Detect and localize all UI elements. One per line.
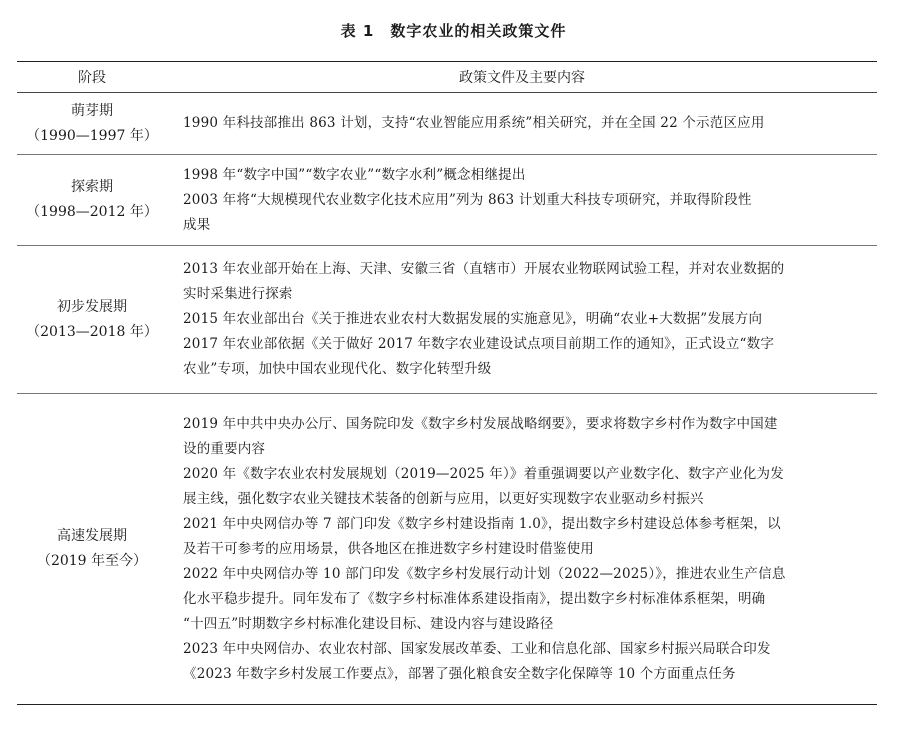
stage-period: （1998—2012 年） bbox=[26, 204, 158, 220]
stage-cell bbox=[17, 246, 167, 393]
content-line: 设的重要内容 bbox=[183, 440, 266, 457]
content-line: 2019 年中共中央办公厅、国务院印发《数字乡村发展战略纲要》，要求将数字乡村作为数字中国建 bbox=[183, 415, 778, 432]
content-cell bbox=[167, 394, 877, 704]
table-row bbox=[17, 93, 877, 154]
table-row bbox=[17, 155, 877, 245]
stage-cell bbox=[17, 394, 167, 704]
table-header bbox=[17, 62, 877, 92]
stage-name: 探索期 bbox=[71, 179, 113, 195]
content-line: 实时采集进行探索 bbox=[183, 286, 293, 302]
content-cell bbox=[167, 93, 877, 154]
stage-cell bbox=[17, 93, 167, 154]
content-line: 2022 年中央网信办等 10 部门印发《数字乡村发展行动计划（2022—2025）》，推进农业生产信息 bbox=[183, 565, 786, 582]
stage-period: （2013—2018 年） bbox=[26, 323, 158, 340]
table-title: 表 1 数字农业的相关政策文件 bbox=[340, 22, 567, 40]
content-line: 《2023 年数字乡村发展工作要点》，部署了强化粮食安全数字化保障等 10 个方面重点任务 bbox=[183, 665, 736, 682]
stage-period: （1990—1997 年） bbox=[26, 127, 158, 144]
content-line: 成果 bbox=[183, 216, 211, 233]
content-line: 及若干可参考的应用场景，供各地区在推进数字乡村建设时借鉴使用 bbox=[183, 540, 594, 557]
content-line: 农业”专项，加快中国农业现代化、数字化转型升级 bbox=[183, 361, 492, 377]
stage-name: 初步发展期 bbox=[57, 298, 127, 315]
header-stage: 阶段 bbox=[78, 70, 106, 86]
content-cell bbox=[167, 246, 877, 393]
stage-name: 萌芽期 bbox=[71, 102, 113, 119]
table-row bbox=[17, 246, 877, 393]
content-cell bbox=[167, 155, 877, 245]
content-line: 展主线，强化数字农业关键技术装备的创新与应用，以更好实现数字农业驱动乡村振兴 bbox=[183, 490, 704, 507]
content-line: 化水平稳步提升。同年发布了《数字乡村标准体系建设指南》，提出数字乡村标准体系框架，明确 bbox=[183, 590, 766, 607]
stage-name: 高速发展期 bbox=[57, 528, 127, 544]
content-line: 2003 年将“大规模现代农业数字化技术应用”列为 863 计划重大科技专项研究，并取得阶段性 bbox=[183, 191, 752, 208]
stage-cell bbox=[17, 155, 167, 245]
content-line: 2013 年农业部开始在上海、天津、安徽三省（直辖市）开展农业物联网试验工程，并对农业数据的 bbox=[183, 261, 785, 277]
content-line: 1998 年“数字中国”“数字农业”“数字水利”概念相继提出 bbox=[183, 166, 526, 183]
header-content: 政策文件及主要内容 bbox=[459, 70, 585, 86]
content-line: 1990 年科技部推出 863 计划，支持“农业智能应用系统”相关研究，并在全国 22 个示范区应用 bbox=[183, 115, 765, 131]
policy-table bbox=[17, 61, 877, 705]
content-line: 2023 年中央网信办、农业农村部、国家发展改革委、工业和信息化部、国家乡村振兴局联合印发 bbox=[183, 640, 771, 657]
content-line: 2017 年农业部依据《关于做好 2017 年数字农业建设试点项目前期工作的通知》，正式设立“数字 bbox=[183, 336, 775, 352]
content-line: “十四五”时期数字乡村标准化建设目标、建设内容与建设路径 bbox=[183, 615, 554, 632]
content-line: 2015 年农业部出台《关于推进农业农村大数据发展的实施意见》，明确“农业+大数据”发展方向 bbox=[183, 311, 763, 327]
content-line: 2020 年《数字农业农村发展规划（2019—2025 年）》着重强调要以产业数字化、数字产业化为发 bbox=[183, 465, 784, 482]
content-line: 2021 年中央网信办等 7 部门印发《数字乡村建设指南 1.0》，提出数字乡村建设总体参考框架，以 bbox=[183, 515, 781, 532]
table-bottom-rule bbox=[17, 704, 877, 705]
stage-period: （2019 年至今） bbox=[36, 553, 148, 569]
table-row bbox=[17, 394, 877, 704]
